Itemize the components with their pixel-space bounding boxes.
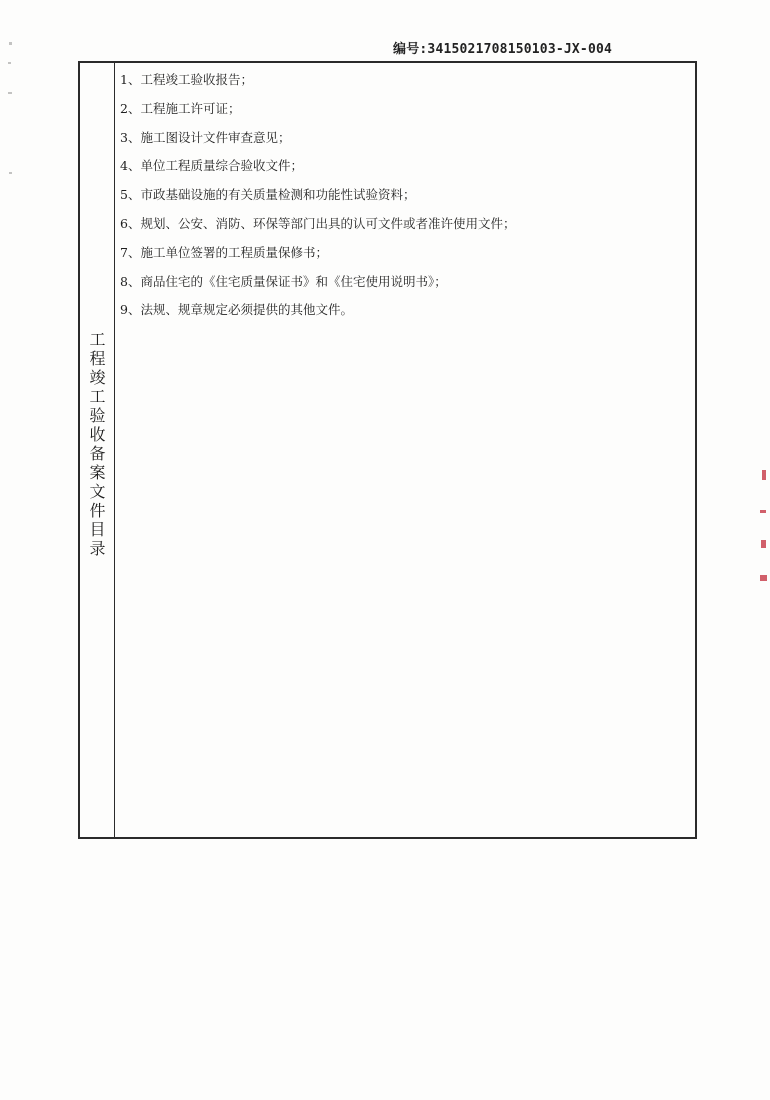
content-cell (115, 63, 695, 837)
form-table (78, 61, 697, 839)
scan-artifact (8, 62, 11, 64)
list-item: 6、规划、公安、消防、环保等部门出具的认可文件或者准许使用文件； (120, 215, 516, 231)
stamp-fragment (761, 540, 766, 548)
stamp-fragment (760, 575, 767, 581)
scan-artifact (8, 92, 12, 94)
row-label-cell (80, 63, 115, 837)
list-item: 8、商品住宅的《住宅质量保证书》和《住宅使用说明书》； (120, 273, 447, 289)
document-number: 编号:3415021708150103-JX-004 (393, 42, 613, 57)
row-label: 工程竣工验收备案文件目录 (87, 331, 106, 559)
scan-artifact (9, 172, 12, 174)
list-item: 1、工程竣工验收报告； (120, 72, 253, 87)
list-item: 4、单位工程质量综合验收文件； (120, 158, 303, 174)
list-item: 5、市政基础设施的有关质量检测和功能性试验资料； (120, 187, 416, 203)
scan-artifact (9, 42, 12, 45)
list-item: 7、施工单位签署的工程质量保修书； (120, 244, 328, 260)
stamp-fragment (760, 510, 766, 513)
list-item: 9、法规、规章规定必须提供的其他文件。 (120, 302, 353, 318)
stamp-fragment (762, 470, 766, 480)
list-item: 3、施工图设计文件审查意见； (120, 129, 291, 145)
list-item: 2、工程施工许可证； (120, 100, 241, 116)
file-list (120, 66, 515, 325)
